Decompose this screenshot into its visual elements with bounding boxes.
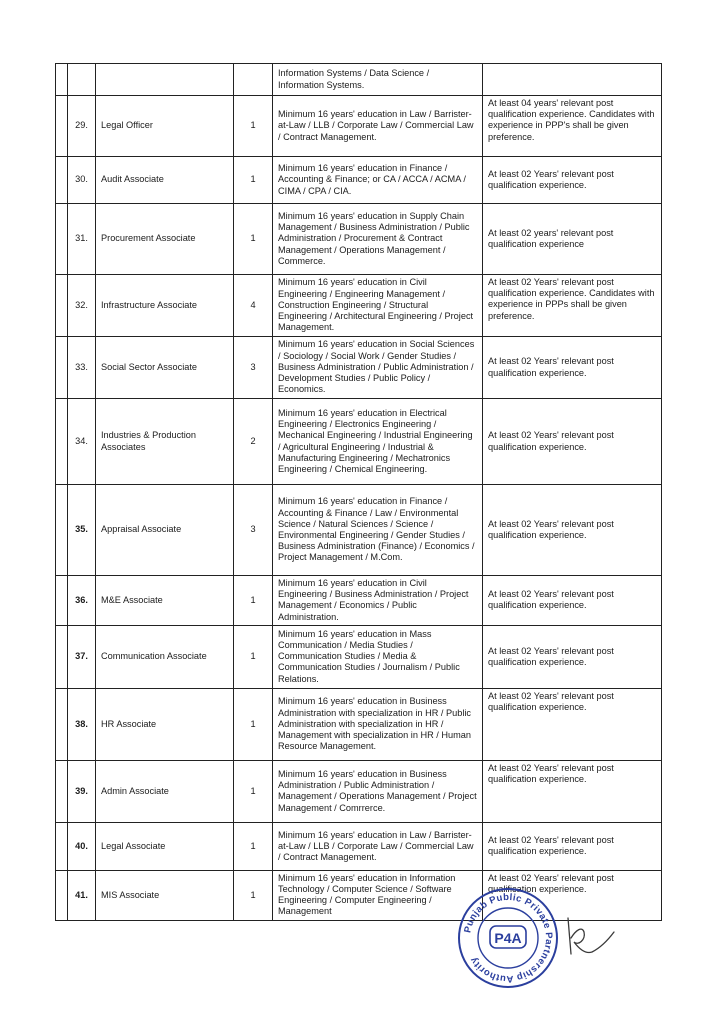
education-requirement: Minimum 16 years' education in Electrical Engineering / Electronics Engineering / Mechanical Engineering / Industrial Engineering / Agricultural Engineering / Industrial & Manufacturing Engineering / Mechatronics Engineering / Chemical Engineering. <box>273 399 483 485</box>
margin-cell <box>56 399 68 485</box>
serial-number: 33. <box>68 337 96 399</box>
education-requirement: Minimum 16 years' education in Business Administration / Public Administration / Management / Operations Management / Project Management / Comrrerce. <box>273 760 483 822</box>
experience-requirement: At least 02 Years' relevant post qualification experience. Candidates with experience in PPPs shall be given preference. <box>483 275 662 337</box>
serial-number: 37. <box>68 625 96 688</box>
education-requirement: Minimum 16 years' education in Supply Chain Management / Business Administration / Public Administration / Procurement & Contract Management / Operations Management / Commerce. <box>273 204 483 275</box>
table-row <box>56 760 662 822</box>
table-row <box>56 625 662 688</box>
position-title: Legal Associate <box>96 822 234 870</box>
margin-cell <box>56 576 68 626</box>
serial-number: 41. <box>68 870 96 920</box>
position-count: 1 <box>234 760 273 822</box>
table-row <box>56 96 662 157</box>
margin-cell <box>56 157 68 204</box>
education-requirement: Minimum 16 years' education in Finance / Accounting & Finance / Law / Environmental Science / Natural Sciences / Science / Environmental Engineering / Gender Studies / Business Administration (Finance) / Economics / Project Management / M.Com. <box>273 485 483 576</box>
position-count: 1 <box>234 625 273 688</box>
position-title: Procurement Associate <box>96 204 234 275</box>
experience-requirement: At least 02 Years' relevant post qualification experience. <box>483 760 662 822</box>
position-count: 1 <box>234 822 273 870</box>
experience-requirement: At least 02 Years' relevant post qualification experience. <box>483 576 662 626</box>
education-requirement: Minimum 16 years' education in Business Administration with specialization in HR / Public Administration with specialization in HR / Management with specialization in HR / Human Resource Management. <box>273 688 483 760</box>
table-row <box>56 576 662 626</box>
position-title: M&E Associate <box>96 576 234 626</box>
positions-cell <box>234 64 273 96</box>
position-title: Industries & Production Associates <box>96 399 234 485</box>
authority-seal-stamp <box>456 886 560 990</box>
experience-requirement: At least 02 Years' relevant post qualification experience. <box>483 399 662 485</box>
position-count: 1 <box>234 96 273 157</box>
positions-table <box>55 63 662 921</box>
experience-requirement: At least 02 Years' relevant post qualification experience. <box>483 822 662 870</box>
serial-number: 29. <box>68 96 96 157</box>
position-count: 1 <box>234 576 273 626</box>
experience-requirement: At least 02 Years' relevant post qualification experience. <box>483 870 662 920</box>
experience-cell <box>483 64 662 96</box>
table-row-continued <box>56 64 662 96</box>
margin-cell <box>56 625 68 688</box>
margin-cell <box>56 64 68 96</box>
education-requirement: Minimum 16 years' education in Information Technology / Computer Science / Software Engineering / Computer Engineering / Management <box>273 870 483 920</box>
position-count: 1 <box>234 870 273 920</box>
position-count: 1 <box>234 204 273 275</box>
experience-requirement: At least 02 Years' relevant post qualification experience. <box>483 337 662 399</box>
serial-number: 30. <box>68 157 96 204</box>
seal-logo-text: P4A <box>494 930 522 946</box>
position-count: 4 <box>234 275 273 337</box>
experience-requirement: At least 02 years' relevant post qualification experience <box>483 204 662 275</box>
education-requirement: Minimum 16 years' education in Social Sciences / Sociology / Social Work / Gender Studies / Business Administration / Public Administration / Development Studies / Public Policy / Economics. <box>273 337 483 399</box>
education-requirement: Minimum 16 years' education in Law / Barrister-at-Law / LLB / Corporate Law / Commercial Law / Contract Management. <box>273 96 483 157</box>
position-title: Social Sector Associate <box>96 337 234 399</box>
table-row <box>56 337 662 399</box>
seal-graphics <box>459 889 557 987</box>
serial-number: 39. <box>68 760 96 822</box>
position-title: Admin Associate <box>96 760 234 822</box>
table-row <box>56 157 662 204</box>
margin-cell <box>56 275 68 337</box>
margin-cell <box>56 485 68 576</box>
position-title: Appraisal Associate <box>96 485 234 576</box>
experience-requirement: At least 02 Years' relevant post qualification experience. <box>483 157 662 204</box>
education-requirement: Minimum 16 years' education in Civil Engineering / Engineering Management / Construction Engineering / Structural Engineering / Architectural Engineering / Project Management. <box>273 275 483 337</box>
experience-requirement: At least 02 Years' relevant post qualification experience. <box>483 688 662 760</box>
margin-cell <box>56 688 68 760</box>
margin-cell <box>56 204 68 275</box>
position-title: Legal Officer <box>96 96 234 157</box>
position-title: Audit Associate <box>96 157 234 204</box>
table-row <box>56 485 662 576</box>
margin-cell <box>56 870 68 920</box>
education-requirement: Minimum 16 years' education in Finance / Accounting & Finance; or CA / ACCA / ACMA / CIMA / CPA / CIA. <box>273 157 483 204</box>
signature-stroke <box>568 918 614 954</box>
seal-ring-text: Punjab Public Private Partnership Authority <box>462 891 555 985</box>
table-row <box>56 822 662 870</box>
handwritten-signature <box>562 902 622 964</box>
serial-number: 36. <box>68 576 96 626</box>
serial-number: 34. <box>68 399 96 485</box>
serial-cell <box>68 64 96 96</box>
experience-requirement: At least 02 Years' relevant post qualification experience. <box>483 485 662 576</box>
table-row <box>56 204 662 275</box>
position-count: 1 <box>234 157 273 204</box>
position-title: MIS Associate <box>96 870 234 920</box>
education-requirement: Minimum 16 years' education in Mass Communication / Media Studies / Communication Studies / Media & Communication Studies / Journalism / Public Relations. <box>273 625 483 688</box>
education-cell: Information Systems / Data Science / Information Systems. <box>273 64 483 96</box>
serial-number: 40. <box>68 822 96 870</box>
serial-number: 38. <box>68 688 96 760</box>
position-count: 3 <box>234 485 273 576</box>
margin-cell <box>56 96 68 157</box>
margin-cell <box>56 337 68 399</box>
title-cell <box>96 64 234 96</box>
position-count: 2 <box>234 399 273 485</box>
margin-cell <box>56 760 68 822</box>
margin-cell <box>56 822 68 870</box>
position-title: HR Associate <box>96 688 234 760</box>
table-row <box>56 275 662 337</box>
position-title: Infrastructure Associate <box>96 275 234 337</box>
experience-requirement: At least 02 Years' relevant post qualification experience. <box>483 625 662 688</box>
table-row <box>56 688 662 760</box>
position-count: 3 <box>234 337 273 399</box>
position-count: 1 <box>234 688 273 760</box>
serial-number: 32. <box>68 275 96 337</box>
education-requirement: Minimum 16 years' education in Civil Engineering / Business Administration / Project Management / Economics / Public Administration. <box>273 576 483 626</box>
serial-number: 35. <box>68 485 96 576</box>
table-row <box>56 399 662 485</box>
education-requirement: Minimum 16 years' education in Law / Barrister-at-Law / LLB / Corporate Law / Commercial Law / Contract Management. <box>273 822 483 870</box>
serial-number: 31. <box>68 204 96 275</box>
position-title: Communication Associate <box>96 625 234 688</box>
experience-requirement: At least 04 years' relevant post qualification experience. Candidates with experience in PPP's shall be given preference. <box>483 96 662 157</box>
